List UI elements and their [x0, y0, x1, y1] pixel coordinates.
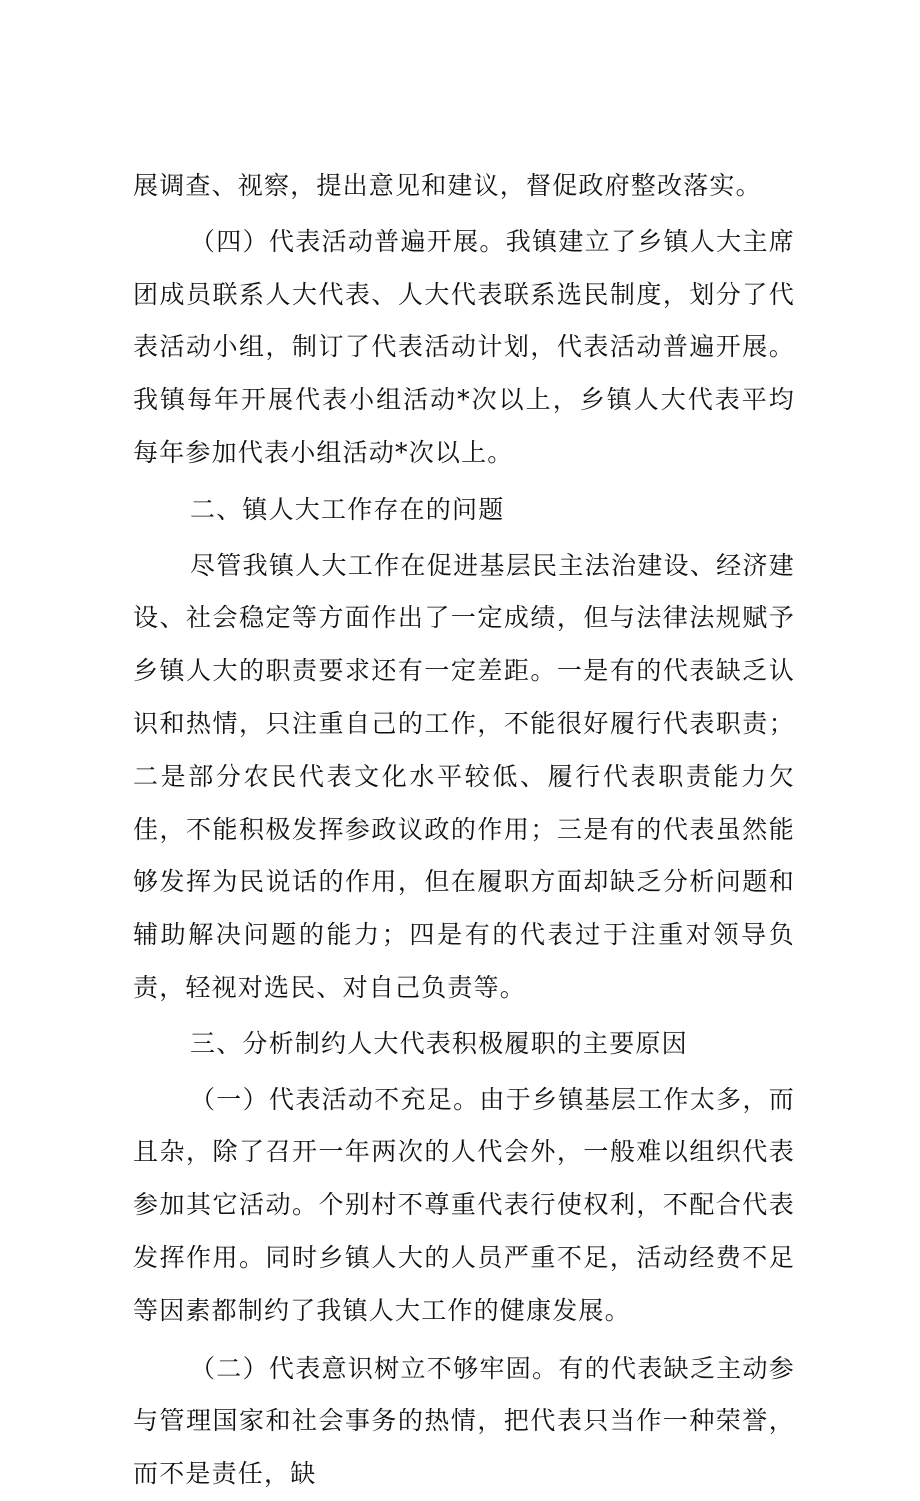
paragraph-problems: 尽管我镇人大工作在促进基层民主法治建设、经济建设、社会稳定等方面作出了一定成绩，但与法律法规赋予乡镇人大的职责要求还有一定差距。一是有的代表缺乏认识和热情，只注重自己的工作，不能很好履行代表职责；二是部分农民代表文化水平较低、履行代表职责能力欠佳，不能积极发挥参政议政的作用；三是有的代表虽然能够发挥为民说话的作用，但在履职方面却缺乏分析问题和辅助解决问题的能力；四是有的代表过于注重对领导负责，轻视对选民、对自己负责等。: [133, 550, 795, 1002]
paragraph-continuation: 展调查、视察，提出意见和建议，督促政府整改落实。: [133, 171, 762, 200]
section-heading-causes: 三、分析制约人大代表积极履职的主要原因: [190, 1028, 688, 1058]
paragraph-cause-two: （二）代表意识树立不够牢固。有的代表缺乏主动参与管理国家和社会事务的热情，把代表只当作一种荣誉，而不是责任，缺: [133, 1353, 795, 1489]
document-body: [133, 160, 795, 1501]
paragraph-cause-one: （一）代表活动不充足。由于乡镇基层工作太多，而且杂，除了召开一年两次的人代会外，一般难以组织代表参加其它活动。个别村不尊重代表行使权利，不配合代表发挥作用。同时乡镇人大的人员严重不足，活动经费不足等因素都制约了我镇人大工作的健康发展。: [133, 1084, 795, 1325]
paragraph-representative-activities: （四）代表活动普遍开展。我镇建立了乡镇人大主席团成员联系人大代表、人大代表联系选民制度，划分了代表活动小组，制订了代表活动计划，代表活动普遍开展。我镇每年开展代表小组活动*次以上，乡镇人大代表平均每年参加代表小组活动*次以上。: [133, 226, 795, 467]
section-heading-problems: 二、镇人大工作存在的问题: [190, 494, 505, 524]
